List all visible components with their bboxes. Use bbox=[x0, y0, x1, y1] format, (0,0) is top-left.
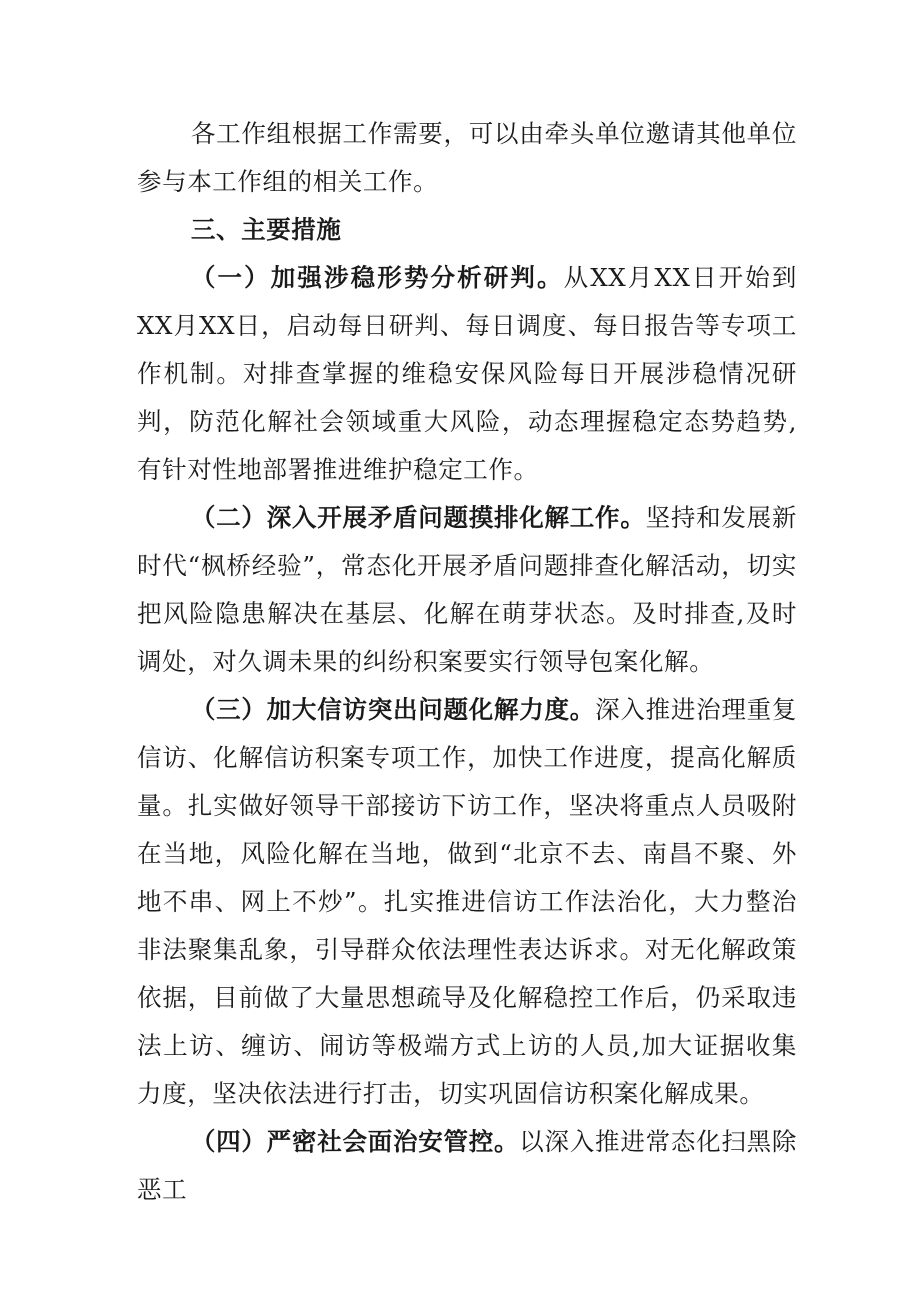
intro-paragraph-text: 各工作组根据工作需要，可以由牵头单位邀请其他单位参与本工作组的相关工作。 bbox=[137, 119, 797, 196]
measure-paragraph-3 bbox=[137, 686, 797, 1118]
intro-paragraph bbox=[137, 110, 797, 206]
measure-3-lead: （三）加大信访突出问题化解力度。 bbox=[190, 695, 596, 724]
measure-paragraph-2 bbox=[137, 494, 797, 686]
document-body bbox=[137, 110, 797, 1214]
measure-3-text: 深入推进治理重复信访、化解信访积案专项工作，加快工作进度，提高化解质量。扎实做好领导干部接访下访工作，坚决将重点人员吸附在当地，风险化解在当地，做到“北京不去、南昌不聚、外地不串、网上不炒”。扎实推进信访工作法治化，大力整治非法聚集乱象，引导群众依法理性表达诉求。对无化解政策依据，目前做了大量思想疏导及化解稳控工作后，仍采取违法上访、缠访、闹访等极端方式上访的人员,加大证据收集力度，坚决依法进行打击，切实巩固信访积案化解成果。 bbox=[137, 695, 797, 1108]
measure-4-text: 以深入推进常态化扫黑除恶工 bbox=[137, 1127, 797, 1204]
measure-1-lead: （一）加强涉稳形势分析研判。 bbox=[190, 263, 564, 292]
measure-paragraph-1 bbox=[137, 254, 797, 494]
measure-4-lead: （四）严密社会面治安管控。 bbox=[190, 1127, 520, 1156]
measure-paragraph-4 bbox=[137, 1118, 797, 1214]
measure-2-lead: （二）深入开展矛盾问题摸排化解工作。 bbox=[190, 503, 646, 532]
measure-2-text: 坚持和发展新时代“枫桥经验”，常态化开展矛盾问题排查化解活动，切实把风险隐患解决在基层、化解在萌芽状态。及时排查,及时调处，对久调未果的纠纷积案要实行领导包案化解。 bbox=[137, 503, 797, 676]
section-heading: 三、主要措施 bbox=[190, 215, 342, 244]
measure-1-text: 从XX月XX日开始到XX月XX日，启动每日研判、每日调度、每日报告等专项工作机制。对排查掌握的维稳安保风险每日开展涉稳情况研判，防范化解社会领域重大风险，动态理握稳定态势趋势,有针对性地部署推进维护稳定工作。 bbox=[137, 263, 797, 484]
